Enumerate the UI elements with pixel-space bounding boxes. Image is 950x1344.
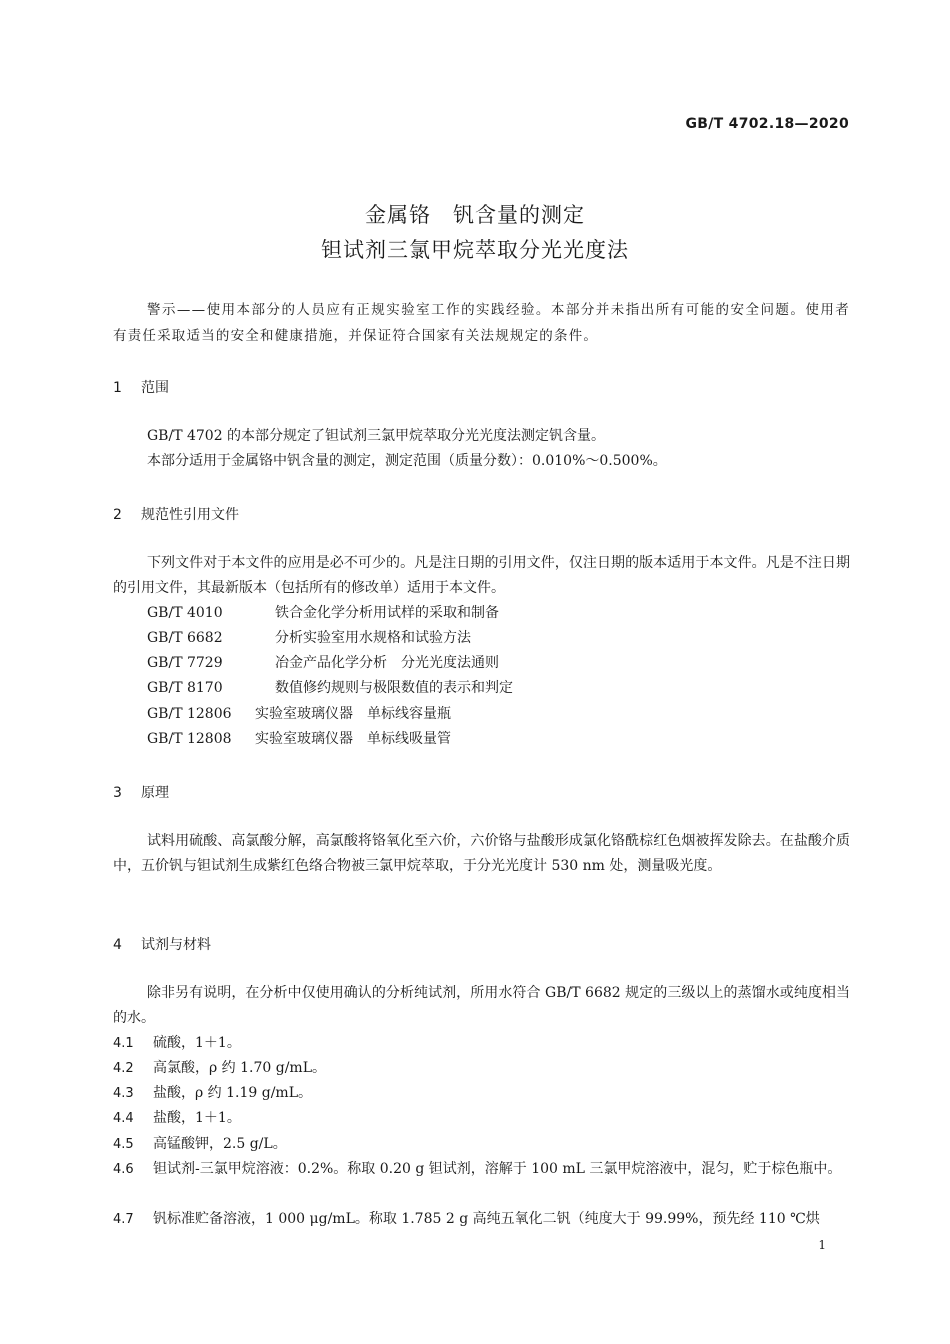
warning-paragraph: 警示——使用本部分的人员应有正规实验室工作的实践经验。本部分并未指出所有可能的安全问题。使用者有责任采取适当的安全和健康措施，并保证符合国家有关法规规定的条件。 — [113, 302, 850, 344]
reagent-item — [113, 1031, 850, 1056]
reagent-item — [113, 1056, 850, 1081]
document-title-line1: 金属铬 钒含量的测定 — [365, 203, 585, 227]
reference-item — [147, 676, 513, 701]
item-number: 4.1 — [113, 1036, 134, 1051]
document-title-line2: 钽试剂三氯甲烷萃取分光光度法 — [321, 238, 629, 262]
reference-code: GB/T 7729 — [147, 655, 223, 671]
item-number: 4.7 — [113, 1212, 134, 1227]
reference-item — [147, 727, 451, 752]
section-number: 4 — [113, 937, 122, 953]
section-number: 2 — [113, 507, 122, 523]
reference-code: GB/T 4010 — [147, 605, 223, 621]
reference-code: GB/T 8170 — [147, 680, 223, 696]
reference-item — [147, 651, 499, 676]
section-title: 试剂与材料 — [141, 937, 211, 953]
section-heading-scope — [113, 377, 169, 397]
reference-code: GB/T 12806 — [147, 706, 232, 722]
reagents-intro: 除非另有说明，在分析中仅使用确认的分析纯试剂，所用水符合 GB/T 6682 规定的三级以上的蒸馏水或纯度相当的水。 — [113, 985, 850, 1026]
reference-code: GB/T 12808 — [147, 731, 232, 747]
page-number: 1 — [818, 1238, 826, 1252]
reference-item — [147, 626, 471, 651]
reference-title: 数值修约规则与极限数值的表示和判定 — [275, 680, 513, 696]
reagent-item — [113, 1081, 850, 1106]
reference-title: 实验室玻璃仪器 单标线吸量管 — [255, 731, 451, 747]
item-text: 高氯酸，ρ 约 1.70 g/mL。 — [153, 1060, 327, 1076]
item-number: 4.3 — [113, 1086, 134, 1101]
section-number: 3 — [113, 785, 122, 801]
reagent-item — [113, 1106, 850, 1131]
reference-title: 铁合金化学分析用试样的采取和制备 — [275, 605, 499, 621]
section-heading-principle — [113, 782, 169, 802]
principle-paragraph: 试料用硫酸、高氯酸分解，高氯酸将铬氧化至六价，六价铬与盐酸形成氯化铬酰棕红色烟被挥发除去。在盐酸介质中，五价钒与钽试剂生成紫红色络合物被三氯甲烷萃取，于分光光度计 530 nm 处，测量吸光度。 — [113, 833, 850, 874]
section-heading-reagents — [113, 934, 211, 954]
section-title: 规范性引用文件 — [141, 507, 239, 523]
item-text: 盐酸，ρ 约 1.19 g/mL。 — [153, 1085, 313, 1101]
scope-paragraph-2: 本部分适用于金属铬中钒含量的测定，测定范围（质量分数）：0.010%～0.500%。 — [147, 453, 667, 469]
scope-paragraph-1: GB/T 4702 的本部分规定了钽试剂三氯甲烷萃取分光光度法测定钒含量。 — [147, 428, 606, 444]
item-number: 4.5 — [113, 1137, 134, 1152]
item-number: 4.2 — [113, 1061, 134, 1076]
reference-item — [147, 601, 499, 626]
reagent-item — [113, 1157, 850, 1182]
item-text: 钽试剂-三氯甲烷溶液：0.2%。称取 0.20 g 钽试剂，溶解于 100 mL 三氯甲烷溶液中，混匀，贮于棕色瓶中。 — [153, 1161, 842, 1177]
standard-number: GB/T 4702.18—2020 — [685, 116, 849, 132]
reference-title: 冶金产品化学分析 分光光度法通则 — [275, 655, 499, 671]
reference-item — [147, 702, 451, 727]
section-number: 1 — [113, 380, 122, 396]
item-number: 4.4 — [113, 1111, 134, 1126]
references-intro: 下列文件对于本文件的应用是必不可少的。凡是注日期的引用文件，仅注日期的版本适用于本文件。凡是不注日期的引用文件，其最新版本（包括所有的修改单）适用于本文件。 — [113, 555, 850, 596]
reference-code: GB/T 6682 — [147, 630, 223, 646]
item-text: 硫酸，1＋1。 — [153, 1035, 241, 1051]
reagent-item — [113, 1207, 850, 1232]
item-text: 高锰酸钾，2.5 g/L。 — [153, 1136, 287, 1152]
section-heading-normative-references — [113, 504, 239, 524]
item-text: 盐酸，1＋1。 — [153, 1110, 241, 1126]
item-number: 4.6 — [113, 1162, 134, 1177]
section-title: 范围 — [141, 380, 169, 396]
reference-title: 实验室玻璃仪器 单标线容量瓶 — [255, 706, 451, 722]
section-title: 原理 — [141, 785, 169, 801]
item-text: 钒标准贮备溶液，1 000 μg/mL。称取 1.785 2 g 高纯五氧化二钒（纯度大于 99.99%，预先经 110 ℃烘 — [153, 1211, 820, 1227]
reagent-item — [113, 1132, 850, 1157]
reference-title: 分析实验室用水规格和试验方法 — [275, 630, 471, 646]
